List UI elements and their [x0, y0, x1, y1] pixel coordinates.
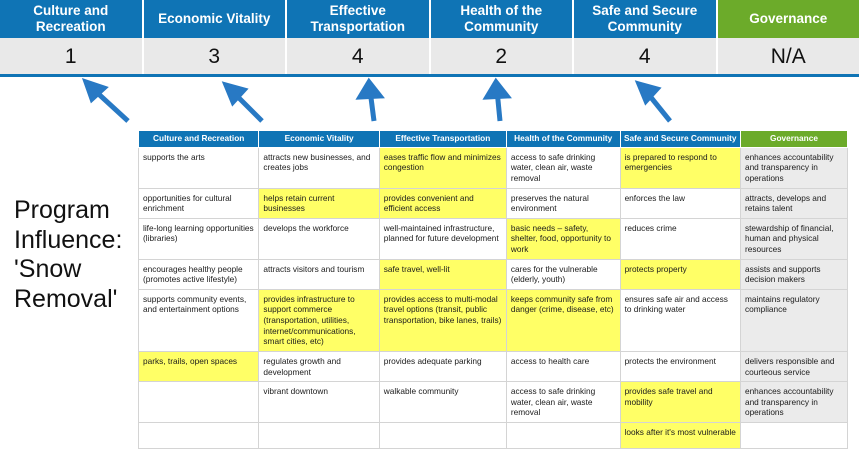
matrix-header-row [139, 131, 848, 148]
header-cell-0: Culture and Recreation [0, 0, 144, 38]
upward-arrow-head-4 [487, 82, 507, 97]
matrix-cell-r7-c4: looks after it's most vulnerable [620, 422, 740, 448]
matrix-cell-r6-c4: provides safe travel and mobility [620, 382, 740, 423]
header-cell-4: Safe and Secure Community [574, 0, 718, 38]
score-cell-3: 2 [431, 38, 575, 76]
matrix-cell-r5-c2: provides adequate parking [379, 351, 506, 381]
matrix-row [139, 422, 848, 448]
matrix-cell-r0-c2: eases traffic flow and minimizes congestion [379, 147, 506, 188]
matrix-cell-r3-c1: attracts visitors and tourism [259, 259, 379, 289]
scorecard-header-band [0, 0, 859, 38]
matrix-cell-r3-c2: safe travel, well-lit [379, 259, 506, 289]
header-cell-2: Effective Transportation [287, 0, 431, 38]
matrix-cell-r7-c3 [506, 422, 620, 448]
matrix-header-4: Safe and Secure Community [620, 131, 740, 148]
matrix-cell-r4-c5: maintains regulatory compliance [740, 289, 847, 351]
matrix-header-3: Health of the Community [506, 131, 620, 148]
matrix-cell-r0-c4: is prepared to respond to emergencies [620, 147, 740, 188]
influence-arrows-group [0, 76, 859, 130]
score-cell-1: 3 [144, 38, 288, 76]
matrix-cell-r1-c1: helps retain current businesses [259, 188, 379, 218]
header-cell-1: Economic Vitality [144, 0, 288, 38]
matrix-row [139, 147, 848, 188]
matrix-cell-r1-c0: opportunities for cultural enrichment [139, 188, 259, 218]
matrix-cell-r0-c1: attracts new businesses, and creates jobs [259, 147, 379, 188]
matrix-cell-r6-c0 [139, 382, 259, 423]
matrix-cell-r3-c3: cares for the vulnerable (elderly, youth) [506, 259, 620, 289]
upward-arrow-line-4 [497, 90, 500, 121]
caption-line-2: Influence: [14, 225, 123, 254]
matrix-cell-r4-c3: keeps community safe from danger (crime, disease, etc) [506, 289, 620, 351]
header-cell-5: Governance [718, 0, 859, 38]
matrix-header-1: Economic Vitality [259, 131, 379, 148]
matrix-cell-r7-c5 [740, 422, 847, 448]
matrix-cell-r0-c5: enhances accountability and transparency in operations [740, 147, 847, 188]
matrix-header-0: Culture and Recreation [139, 131, 259, 148]
matrix-body [139, 147, 848, 448]
matrix-cell-r1-c5: attracts, develops and retains talent [740, 188, 847, 218]
matrix-cell-r4-c1: provides infrastructure to support commerce (transportation, utilities, internet/communications, smart cities, etc) [259, 289, 379, 351]
matrix-cell-r0-c0: supports the arts [139, 147, 259, 188]
score-cell-5: N/A [770, 45, 806, 68]
matrix-cell-r6-c5: enhances accountability and transparency in operations [740, 382, 847, 423]
upward-arrow-head-3 [360, 82, 380, 97]
upward-arrow-line-3 [370, 90, 374, 121]
matrix-cell-r1-c4: enforces the law [620, 188, 740, 218]
upward-arrow-line-5 [645, 90, 670, 121]
matrix-cell-r5-c5: delivers responsible and courteous service [740, 351, 847, 381]
matrix-cell-r2-c5: stewardship of financial, human and physical resources [740, 218, 847, 259]
matrix-cell-r2-c2: well-maintained infrastructure, planned for future development [379, 218, 506, 259]
score-cell-2: 4 [287, 38, 431, 76]
matrix-cell-r4-c0: supports community events, and entertainment options [139, 289, 259, 351]
matrix-row [139, 351, 848, 381]
header-cell-3: Health of the Community [431, 0, 575, 38]
matrix-cell-r7-c0 [139, 422, 259, 448]
matrix-cell-r1-c2: provides convenient and efficient access [379, 188, 506, 218]
matrix-cell-r5-c1: regulates growth and development [259, 351, 379, 381]
caption-line-3: 'Snow [14, 255, 82, 283]
matrix-cell-r4-c4: ensures safe air and access to drinking water [620, 289, 740, 351]
upward-arrow-head-1 [86, 82, 104, 99]
matrix-header-2: Effective Transportation [379, 131, 506, 148]
upward-arrow-head-5 [639, 84, 657, 101]
matrix-row [139, 289, 848, 351]
matrix-cell-r5-c3: access to health care [506, 351, 620, 381]
matrix-cell-r2-c0: life-long learning opportunities (libraries) [139, 218, 259, 259]
upward-arrow-line-2 [232, 91, 262, 121]
matrix-row [139, 218, 848, 259]
matrix-cell-r2-c3: basic needs – safety, shelter, food, opportunity to work [506, 218, 620, 259]
matrix-header-row-group [139, 131, 848, 148]
scorecard-score-band [0, 38, 859, 76]
matrix-cell-r6-c3: access to safe drinking water, clean air, waste removal [506, 382, 620, 423]
score-band-underline [0, 74, 859, 77]
matrix-cell-r6-c2: walkable community [379, 382, 506, 423]
matrix-cell-r3-c5: assists and supports decision makers [740, 259, 847, 289]
matrix-cell-r2-c4: reduces crime [620, 218, 740, 259]
matrix-cell-r4-c2: provides access to multi-modal travel options (transit, public transportation, bike lanes, trails) [379, 289, 506, 351]
matrix-row [139, 259, 848, 289]
matrix-row [139, 188, 848, 218]
matrix-header-5: Governance [740, 131, 847, 148]
matrix-row [139, 382, 848, 423]
matrix-cell-r5-c0: parks, trails, open spaces [139, 351, 259, 381]
matrix-cell-r3-c4: protects property [620, 259, 740, 289]
upward-arrow-head-2 [226, 85, 244, 102]
caption-line-4: Removal' [14, 284, 118, 313]
matrix-cell-r5-c4: protects the environment [620, 351, 740, 381]
matrix-cell-r3-c0: encourages healthy people (promotes active lifestyle) [139, 259, 259, 289]
matrix-cell-r7-c2 [379, 422, 506, 448]
matrix-cell-r0-c3: access to safe drinking water, clean air, waste removal [506, 147, 620, 188]
influence-matrix-table [138, 130, 848, 449]
score-cell-0: 1 [0, 38, 144, 76]
upward-arrow-line-1 [92, 88, 128, 121]
matrix-cell-r2-c1: develops the workforce [259, 218, 379, 259]
program-influence-caption [14, 196, 134, 314]
score-cell-4: 4 [574, 38, 718, 76]
matrix-cell-r7-c1 [259, 422, 379, 448]
matrix-cell-r6-c1: vibrant downtown [259, 382, 379, 423]
caption-line-1: Program [14, 196, 110, 224]
matrix-cell-r1-c3: preserves the natural environment [506, 188, 620, 218]
